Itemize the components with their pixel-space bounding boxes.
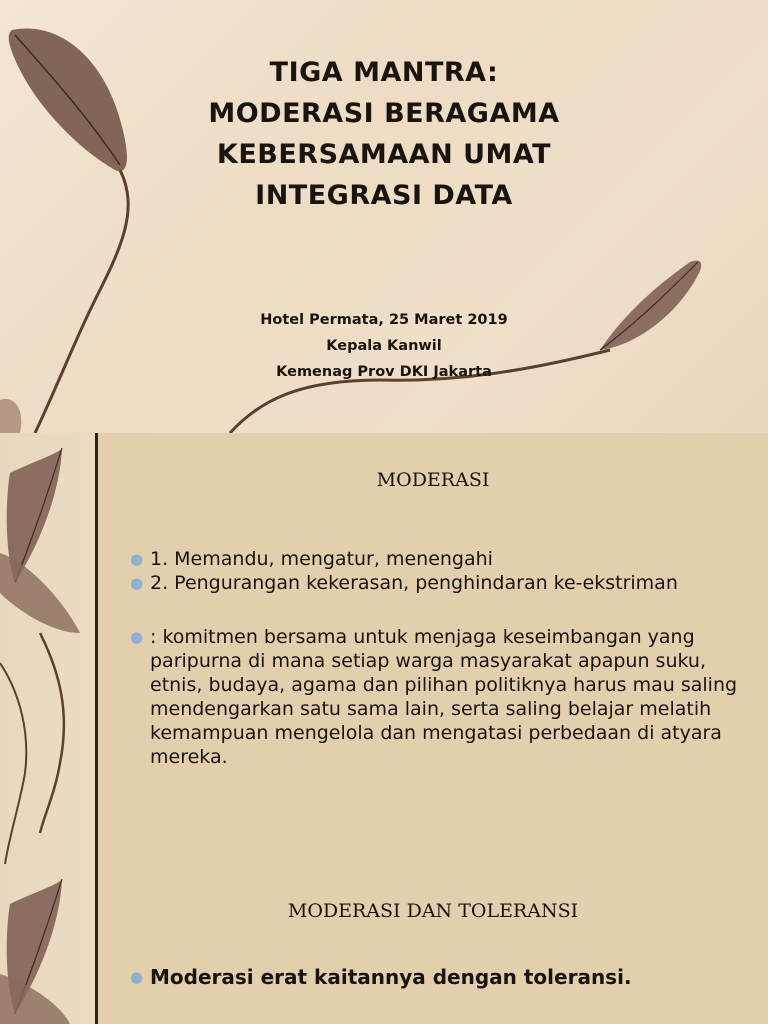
list-item — [130, 547, 750, 571]
subtitle-line: Hotel Permata, 25 Maret 2019 — [260, 312, 508, 328]
leaf-decoration-icon — [0, 433, 96, 864]
bullet-dot-icon: ● — [130, 968, 144, 986]
slide-heading: MODERASI — [376, 469, 490, 491]
list-item — [130, 625, 750, 769]
bullet-list — [130, 964, 750, 990]
leaf-decoration-icon — [0, 864, 96, 1024]
slide-heading: MODERASI DAN TOLERANSI — [287, 900, 579, 922]
list-item-text: 2. Pengurangan kekerasan, penghindaran ke-ekstriman — [150, 572, 678, 594]
slide-title-text — [0, 52, 768, 216]
title-line: INTEGRASI DATA — [255, 180, 513, 211]
title-line: KEBERSAMAAN UMAT — [216, 139, 552, 170]
bullet-dot-icon: ● — [130, 574, 144, 592]
slide-moderasi — [0, 433, 768, 864]
divider-line — [95, 433, 98, 864]
bullet-list — [130, 547, 750, 769]
subtitle-line: Kemenag Prov DKI Jakarta — [276, 364, 492, 380]
list-item — [130, 964, 750, 990]
list-item-text: 1. Memandu, mengatur, menengahi — [150, 548, 493, 570]
title-line: TIGA MANTRA: — [269, 57, 499, 88]
bullet-dot-icon: ● — [130, 628, 144, 646]
bullet-dot-icon: ● — [130, 550, 144, 568]
divider-line — [95, 864, 98, 1024]
title-line: MODERASI BERAGAMA — [208, 98, 560, 129]
list-item — [130, 571, 750, 595]
slide-title — [0, 0, 768, 433]
subtitle-line: Kepala Kanwil — [326, 338, 442, 354]
list-item-text: : komitmen bersama untuk menjaga keseimbangan yang paripurna di mana setiap warga masyarakat apapun suku, etnis, budaya, agama dan pilihan politiknya harus mau saling mendengarkan satu sama lain, serta saling belajar melatih kemampuan mengelola dan mengatasi perbedaan di atyara mereka. — [150, 626, 738, 768]
slide-moderasi-toleransi — [0, 864, 768, 1024]
list-item-text: Moderasi erat kaitannya dengan toleransi. — [150, 965, 632, 989]
slide-subtitle — [0, 307, 768, 385]
